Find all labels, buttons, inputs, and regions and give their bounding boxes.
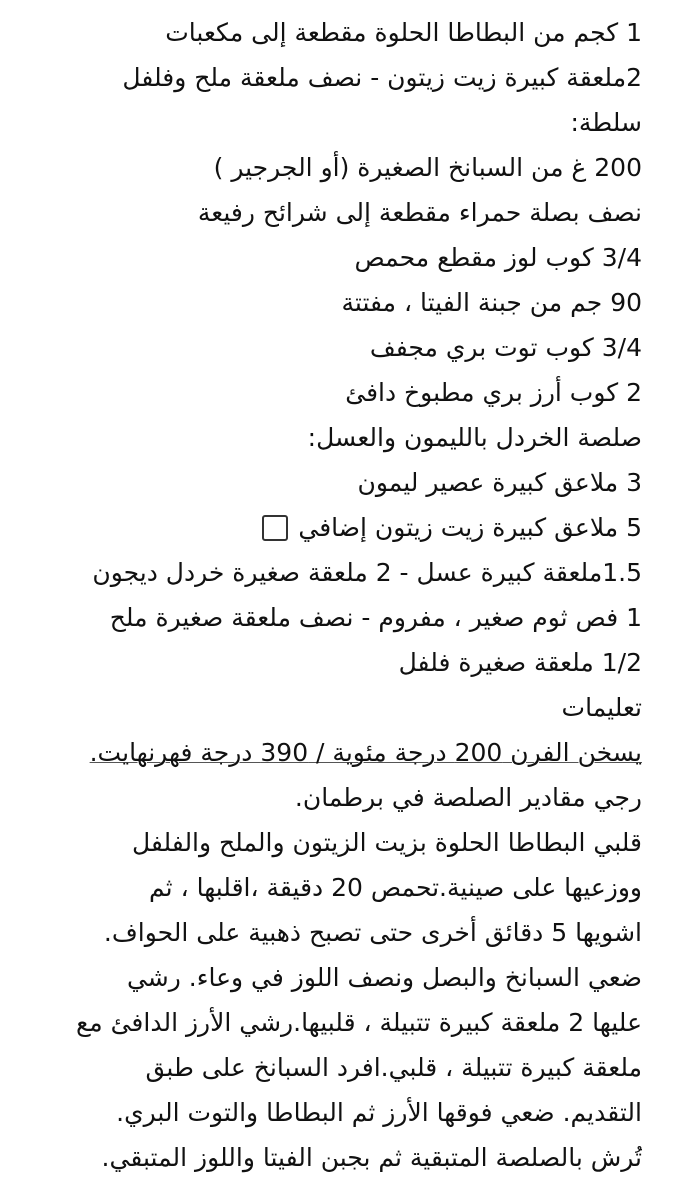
ingredient-line: 1.5ملعقة كبيرة عسل - 2 ملعقة صغيرة خردل ديجون	[92, 558, 642, 587]
section-heading-dressing: صلصة الخردل بالليمون والعسل:	[307, 423, 642, 452]
ingredient-line: 90 جم من جبنة الفيتا ، مفتتة	[341, 288, 642, 317]
instruction-line: ملعقة كبيرة تتبيلة ، قلبي.افرد السبانخ على طبق	[145, 1053, 642, 1082]
instruction-line: تُرش بالصلصة المتبقية ثم بجبن الفيتا واللوز المتبقي.	[101, 1143, 642, 1172]
instruction-line: قلبي البطاطا الحلوة بزيت الزيتون والملح والفلفل	[131, 828, 642, 857]
section-heading-salad: سلطة:	[570, 108, 642, 137]
ingredient-line: 1 كجم من البطاطا الحلوة مقطعة إلى مكعبات	[165, 18, 642, 47]
instruction-line: ضعي السبانخ والبصل ونصف اللوز في وعاء. رشي	[126, 963, 642, 992]
instruction-line: يسخن الفرن 200 درجة مئوية / 390 درجة فهرنهايت.	[89, 738, 642, 767]
instruction-line: رجي مقادير الصلصة في برطمان.	[294, 783, 642, 812]
section-heading-instructions: تعليمات	[561, 693, 642, 722]
recipe-note	[28, 10, 642, 1180]
ingredient-line: 1/2 ملعقة صغيرة فلفل	[398, 648, 642, 677]
ingredient-line: 3 ملاعق كبيرة عصير ليمون	[357, 468, 642, 497]
ingredient-line: 200 غ من السبانخ الصغيرة (أو الجرجير )	[213, 153, 642, 182]
ingredient-line: 1 فص ثوم صغير ، مفروم - نصف ملعقة صغيرة ملح	[109, 603, 642, 632]
instruction-line: ووزعيها على صينية.تحمص 20 دقيقة ،اقلبها ، ثم	[149, 873, 642, 902]
ingredient-line: 2 كوب أرز بري مطبوخ دافئ	[345, 378, 642, 407]
ingredient-line: 2ملعقة كبيرة زيت زيتون - نصف ملعقة ملح وفلفل	[122, 63, 642, 92]
instruction-line: اشويها 5 دقائق أخرى حتى تصبح ذهبية على الحواف.	[103, 918, 642, 947]
instruction-line: التقديم. ضعي فوقها الأرز ثم البطاطا والتوت البري.	[116, 1098, 642, 1127]
ingredient-line: نصف بصلة حمراء مقطعة إلى شرائح رفيعة	[197, 198, 642, 227]
ingredient-line: 3/4 كوب توت بري مجفف	[369, 333, 642, 362]
checklist-item	[28, 505, 642, 550]
instruction-line: عليها 2 ملعقة كبيرة تتبيلة ، قلبيها.رشي الأرز الدافئ مع	[75, 1008, 642, 1037]
ingredient-line: 5 ملاعق كبيرة زيت زيتون إضافي	[298, 513, 642, 542]
checkbox-icon[interactable]	[262, 515, 288, 541]
ingredient-line: 3/4 كوب لوز مقطع محمص	[354, 243, 642, 272]
